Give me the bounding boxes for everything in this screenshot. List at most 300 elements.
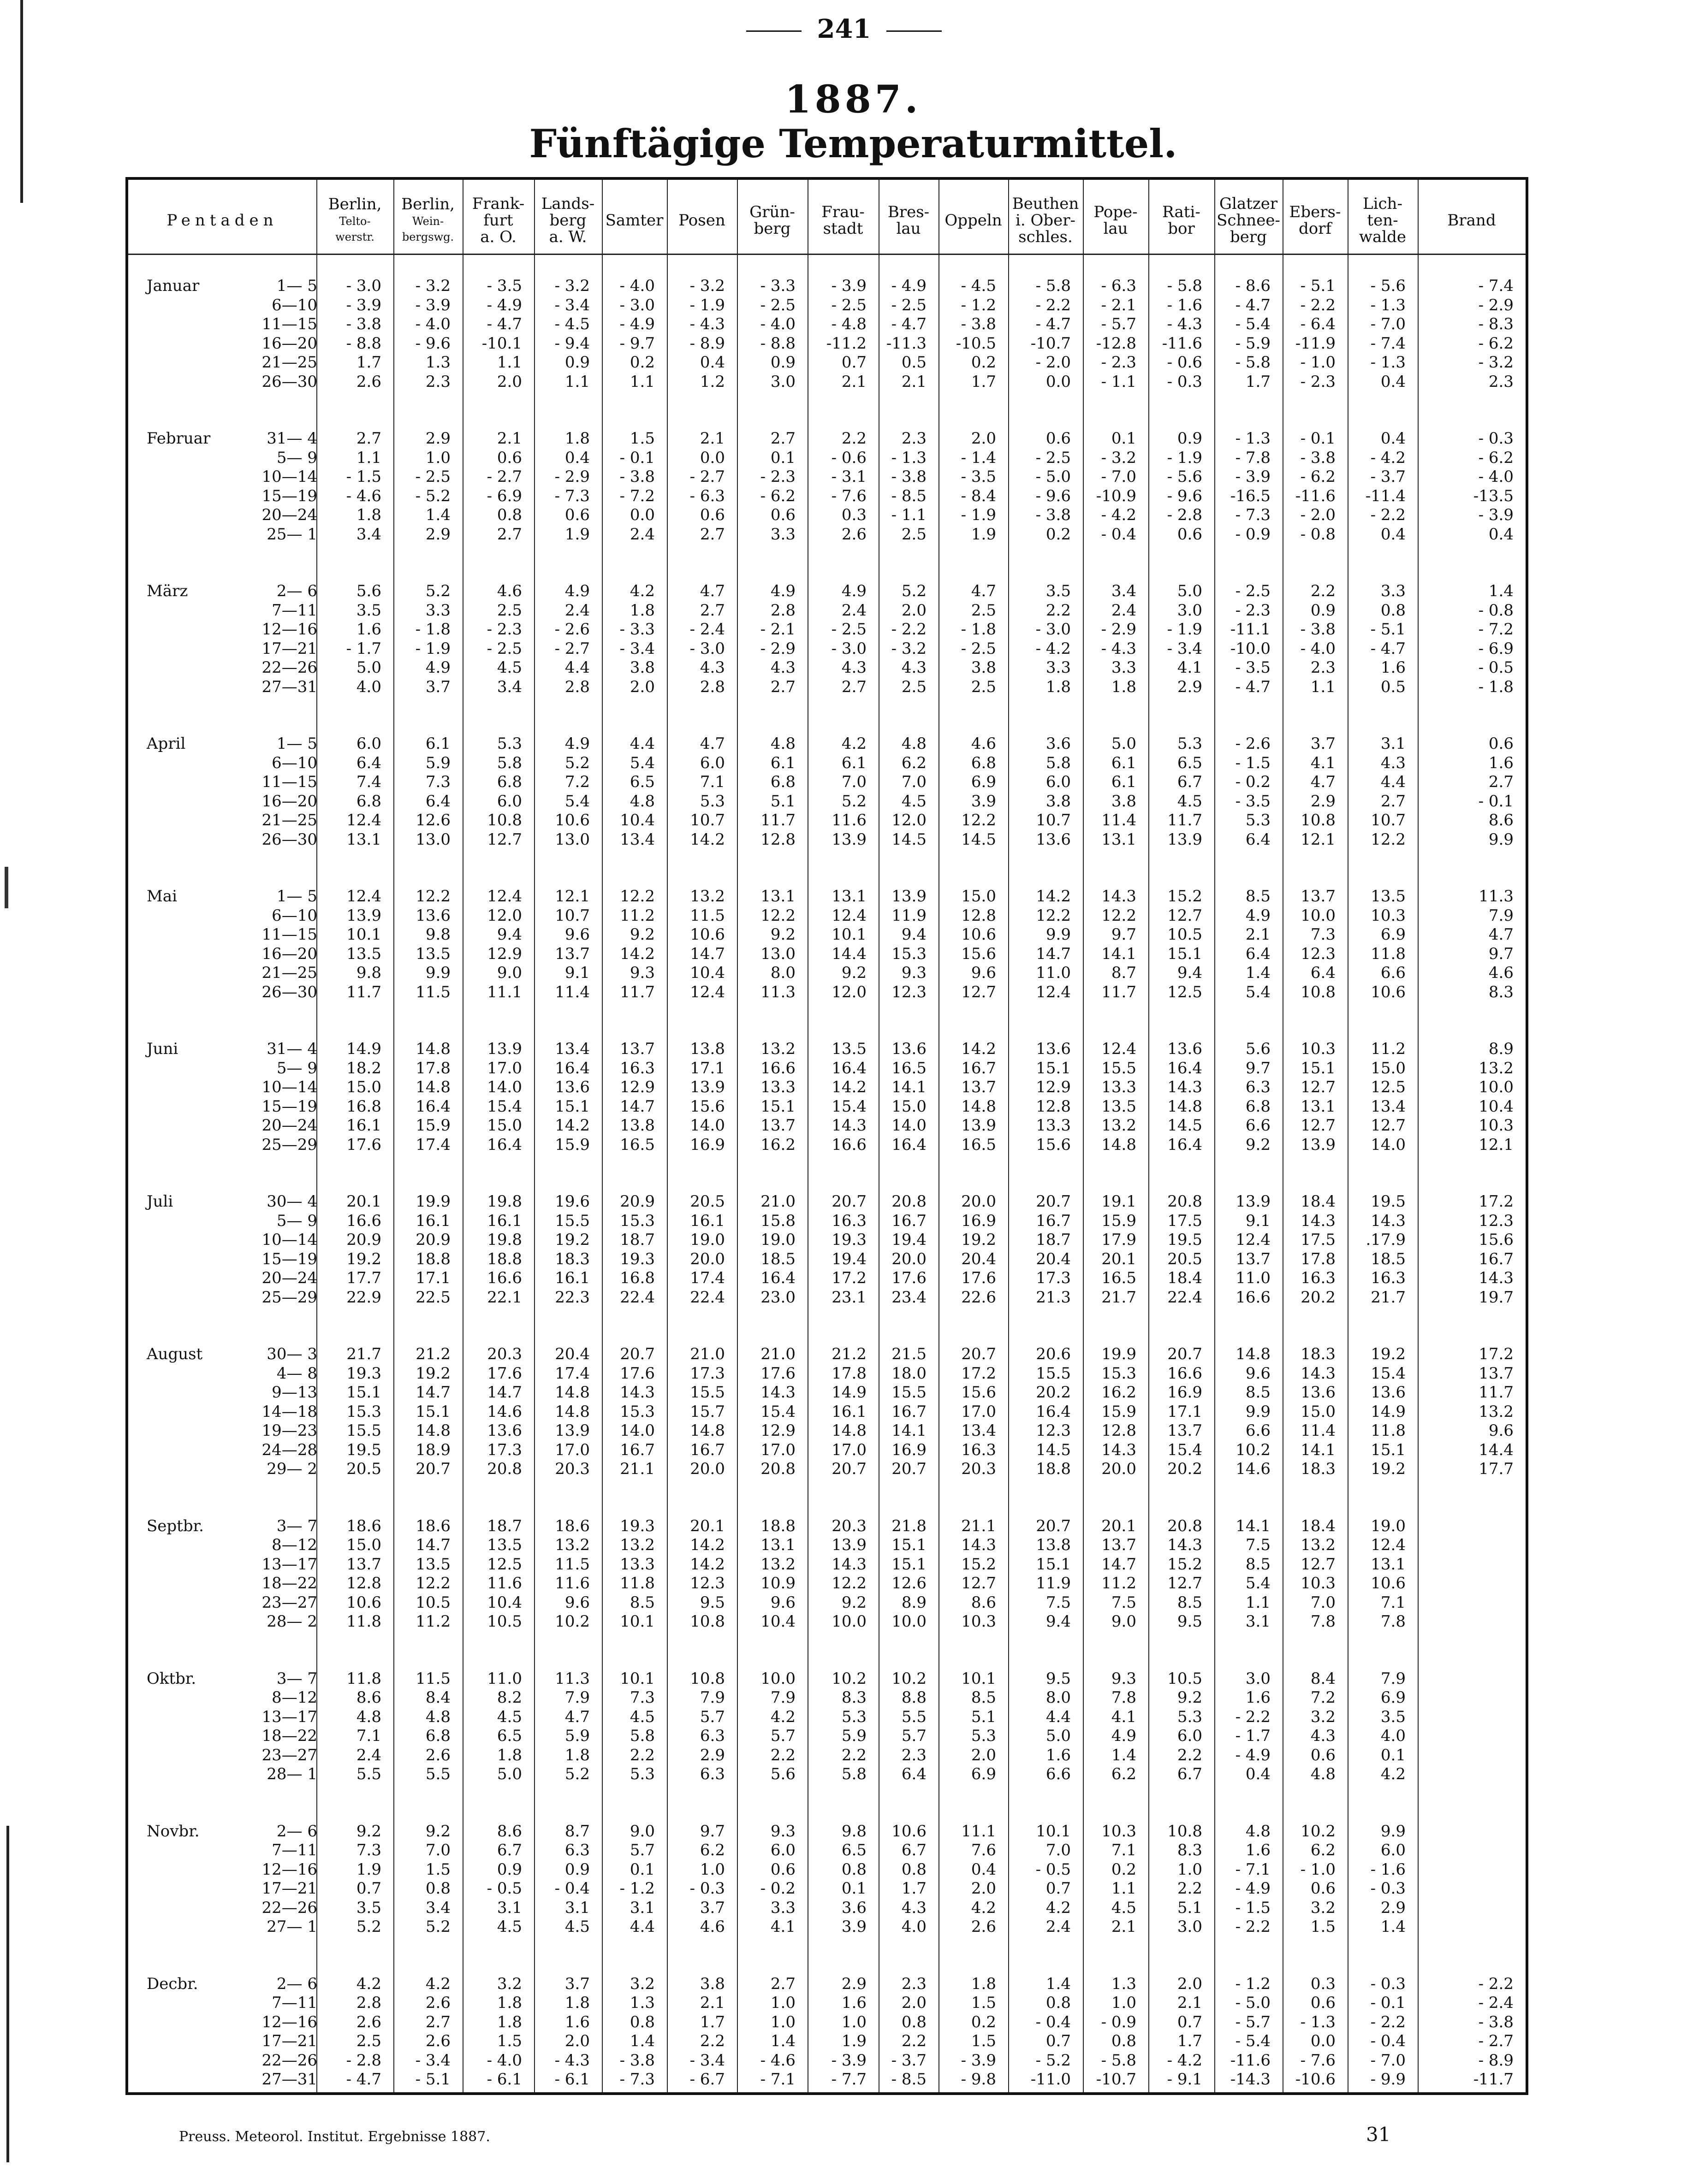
temperature-value: - 7.1 [760, 2070, 796, 2089]
temperature-value: - 1.5 [1235, 1898, 1271, 1917]
temperature-value: 9.3 [901, 964, 927, 982]
temperature-value: 13.6 [555, 1078, 590, 1096]
temperature-value: 11.7 [1101, 983, 1136, 1001]
temperature-value: 4.8 [630, 792, 655, 811]
temperature-value: 7.0 [901, 773, 927, 791]
temperature-value: 3.5 [1380, 1707, 1406, 1726]
temperature-value: 13.6 [1167, 1040, 1202, 1058]
temperature-value: 4.4 [564, 658, 590, 677]
temperature-value: - 4.3 [1167, 315, 1202, 333]
temperature-value: 20.9 [620, 1192, 655, 1211]
temperature-value: 4.5 [564, 1918, 590, 1936]
temperature-value: - 5.7 [1235, 2012, 1271, 2031]
temperature-value: - 3.0 [1035, 620, 1071, 639]
month-label: Septbr. [147, 1516, 204, 1535]
pentade-label: 16—20 [261, 944, 317, 963]
temperature-value: 15.0 [961, 887, 996, 906]
table-row [128, 373, 1526, 391]
temperature-value: 2.3 [425, 372, 451, 391]
temperature-value: 15.1 [1167, 944, 1202, 963]
pentade-label: 22—26 [261, 658, 317, 677]
temperature-value: - 1.1 [1101, 372, 1136, 391]
temperature-value: 12.3 [690, 1574, 725, 1592]
temperature-value: 9.0 [630, 1822, 655, 1841]
temperature-value: 22.5 [416, 1288, 451, 1307]
table-row [128, 1192, 1526, 1211]
temperature-value: 19.1 [1101, 1192, 1136, 1211]
temperature-value: 4.3 [770, 658, 796, 677]
temperature-value: 15.4 [760, 1402, 796, 1421]
table-row [128, 658, 1526, 677]
temperature-value: 22.6 [961, 1288, 996, 1307]
page-number-text: 241 [817, 14, 871, 44]
column-header-ebersdorf: Ebers- dorf [1289, 203, 1341, 238]
temperature-value: 14.9 [1371, 1402, 1406, 1421]
temperature-value: 20.7 [1036, 1516, 1071, 1535]
temperature-value: 18.8 [760, 1516, 796, 1535]
pentade-label: 22—26 [261, 2051, 317, 2070]
temperature-value: 20.8 [1167, 1516, 1202, 1535]
temperature-value: - 2.2 [1370, 506, 1406, 524]
pentade-label: 12—16 [261, 620, 317, 639]
temperature-value: - 0.5 [1035, 1860, 1071, 1879]
temperature-value: 17.5 [1167, 1211, 1202, 1230]
temperature-value: 4.1 [1177, 658, 1202, 677]
temperature-value: 12.9 [760, 1421, 796, 1440]
temperature-value: 13.1 [760, 1536, 796, 1554]
temperature-value: 17.8 [416, 1059, 451, 1077]
table-row [128, 1116, 1526, 1135]
temperature-value: 7.3 [1310, 925, 1336, 944]
temperature-value: 21.0 [760, 1192, 796, 1211]
pentade-label: 28— 2 [267, 1612, 317, 1631]
temperature-value: 12.2 [832, 1574, 867, 1592]
temperature-value: 20.7 [416, 1460, 451, 1478]
temperature-value: 17.7 [1479, 1460, 1514, 1478]
temperature-value: - 2.2 [1300, 296, 1336, 314]
temperature-value: - 3.9 [831, 277, 867, 295]
temperature-value: 8.8 [901, 1688, 927, 1707]
temperature-value: 21.8 [891, 1516, 927, 1535]
pentade-label: 9—13 [272, 1383, 317, 1402]
pentade-label: 18—22 [261, 1574, 317, 1592]
table-row [128, 1421, 1526, 1440]
column-header-samter: Samter [605, 211, 664, 230]
temperature-value: 13.7 [620, 1040, 655, 1058]
table-row [128, 1727, 1526, 1745]
temperature-value: 5.7 [700, 1707, 725, 1726]
temperature-value: - 4.7 [891, 315, 927, 333]
temperature-value: 10.2 [832, 1669, 867, 1688]
temperature-value: 14.2 [690, 830, 725, 849]
temperature-value: 11.6 [487, 1574, 522, 1592]
temperature-value: - 3.4 [554, 296, 590, 314]
temperature-value: 1.6 [1045, 1746, 1071, 1764]
temperature-value: 14.8 [1167, 1097, 1202, 1116]
temperature-value: 12.6 [416, 811, 451, 829]
temperature-value: - 9.7 [619, 334, 655, 353]
temperature-value: 0.9 [564, 353, 590, 372]
temperature-value: 13.2 [1301, 1536, 1336, 1554]
temperature-value: - 3.8 [619, 2051, 655, 2070]
temperature-value: 6.9 [1380, 1688, 1406, 1707]
temperature-value: 9.7 [1111, 925, 1136, 944]
temperature-value: 4.3 [1380, 753, 1406, 772]
temperature-value: - 4.0 [760, 315, 796, 333]
pentade-label: 16—20 [261, 792, 317, 811]
temperature-value: 0.4 [1380, 429, 1406, 448]
table-row [128, 334, 1526, 353]
temperature-value: - 0.3 [1370, 1879, 1406, 1898]
temperature-value: - 8.5 [891, 2070, 927, 2089]
temperature-value: 3.8 [700, 1974, 725, 1993]
temperature-value: 6.9 [1380, 925, 1406, 944]
temperature-value: - 5.4 [1235, 2032, 1271, 2050]
pentade-label: 6—10 [272, 753, 317, 772]
temperature-value: 6.6 [1045, 1765, 1071, 1783]
temperature-value: 12.7 [961, 1574, 996, 1592]
pentade-label: 11—15 [261, 773, 317, 791]
temperature-value: 13.9 [690, 1078, 725, 1096]
temperature-value: 2.4 [1111, 601, 1136, 620]
temperature-value: 11.7 [1479, 1383, 1514, 1402]
temperature-value: 0.8 [1111, 2032, 1136, 2050]
month-label: Mai [147, 887, 177, 906]
temperature-value: 5.5 [425, 1765, 451, 1783]
temperature-value: 1.1 [356, 448, 381, 467]
pentade-label: 30— 4 [267, 1192, 317, 1211]
temperature-value: 5.1 [770, 792, 796, 811]
temperature-value: 0.0 [1045, 372, 1071, 391]
temperature-value: 5.0 [356, 658, 381, 677]
temperature-value: 1.4 [1488, 582, 1514, 600]
temperature-value: 1.8 [971, 1974, 996, 1993]
temperature-value: 15.2 [1167, 1555, 1202, 1574]
temperature-value: 14.5 [1036, 1440, 1071, 1459]
temperature-value: 11.7 [346, 983, 381, 1001]
temperature-value: 14.3 [1479, 1269, 1514, 1287]
temperature-value: 3.5 [356, 601, 381, 620]
temperature-value: 14.4 [832, 944, 867, 963]
temperature-value: 2.3 [1310, 658, 1336, 677]
temperature-value: 11.3 [555, 1669, 590, 1688]
temperature-value: - 0.3 [1167, 372, 1202, 391]
temperature-value: 14.8 [1101, 1135, 1136, 1154]
temperature-value: 10.4 [620, 811, 655, 829]
pentade-label: 24—28 [261, 1440, 317, 1459]
temperature-value: 4.2 [356, 1974, 381, 1993]
temperature-value: 12.2 [1101, 906, 1136, 925]
temperature-value: 3.0 [1177, 1918, 1202, 1936]
temperature-value: 2.4 [564, 601, 590, 620]
pentade-label: 3— 7 [276, 1669, 317, 1688]
temperature-value: 13.9 [487, 1040, 522, 1058]
temperature-value: - 9.9 [1370, 2070, 1406, 2089]
column-header-berlin_w: Berlin, Wein- bergswg. [401, 195, 455, 243]
temperature-value: 20.2 [1036, 1383, 1071, 1402]
temperature-value: 1.8 [564, 429, 590, 448]
temperature-value: 20.4 [1036, 1249, 1071, 1268]
temperature-value: 10.5 [416, 1593, 451, 1612]
temperature-value: 10.2 [891, 1669, 927, 1688]
temperature-value: - 1.9 [1167, 448, 1202, 467]
temperature-value: 13.7 [1236, 1249, 1271, 1268]
temperature-value: 15.7 [690, 1402, 725, 1421]
temperature-value: 15.6 [690, 1097, 725, 1116]
temperature-value: 7.9 [700, 1688, 725, 1707]
temperature-value: 13.6 [1036, 830, 1071, 849]
temperature-value: - 7.1 [1235, 1860, 1271, 1879]
temperature-value: - 3.2 [1478, 353, 1514, 372]
pentade-label: 19—23 [261, 1421, 317, 1440]
temperature-value: 13.3 [1101, 1078, 1136, 1096]
pentade-label: 31— 4 [267, 1040, 317, 1058]
temperature-value: 2.0 [971, 429, 996, 448]
temperature-value: 15.4 [832, 1097, 867, 1116]
temperature-value: - 4.0 [619, 277, 655, 295]
temperature-value: 12.2 [416, 1574, 451, 1592]
temperature-value: 5.4 [564, 792, 590, 811]
temperature-value: 10.3 [1301, 1574, 1336, 1592]
pentade-label: 27—31 [261, 677, 317, 696]
temperature-value: 14.7 [416, 1536, 451, 1554]
temperature-value: 8.3 [1177, 1841, 1202, 1859]
table-row [128, 1517, 1526, 1535]
table-row [128, 296, 1526, 314]
temperature-value: 19.3 [620, 1516, 655, 1535]
temperature-value: 5.2 [356, 1918, 381, 1936]
temperature-value: - 3.2 [689, 277, 725, 295]
temperature-value: -11.9 [1295, 334, 1336, 353]
temperature-value: 14.8 [555, 1402, 590, 1421]
pentade-label: 13—17 [261, 1707, 317, 1726]
temperature-value: - 0.3 [1370, 1974, 1406, 1993]
temperature-value: 6.0 [497, 792, 522, 811]
temperature-value: 13.4 [1371, 1097, 1406, 1116]
temperature-value: 6.7 [1177, 1765, 1202, 1783]
column-header-brand: Brand [1447, 211, 1496, 230]
temperature-value: 13.9 [346, 906, 381, 925]
temperature-value: 18.3 [1301, 1460, 1336, 1478]
temperature-value: 6.4 [1310, 964, 1336, 982]
column-header-breslau: Bres- lau [887, 203, 930, 238]
temperature-value: 22.4 [1167, 1288, 1202, 1307]
temperature-value: 9.9 [1380, 1822, 1406, 1841]
temperature-value: 9.2 [770, 925, 796, 944]
temperature-value: 15.9 [1101, 1402, 1136, 1421]
temperature-value: 9.4 [497, 925, 522, 944]
temperature-value: 2.4 [841, 601, 867, 620]
temperature-value: 0.6 [497, 448, 522, 467]
temperature-value: -11.4 [1365, 486, 1406, 505]
temperature-value: 13.2 [690, 887, 725, 906]
table-row [128, 983, 1526, 1001]
temperature-value: 11.7 [1167, 811, 1202, 829]
temperature-value: 10.5 [1167, 925, 1202, 944]
temperature-value: 14.7 [690, 944, 725, 963]
temperature-value: 9.6 [564, 1593, 590, 1612]
table-row [128, 639, 1526, 658]
temperature-value: 1.4 [630, 2032, 655, 2050]
temperature-value: 16.4 [1167, 1059, 1202, 1077]
temperature-value: - 8.4 [961, 486, 996, 505]
temperature-value: - 3.3 [760, 277, 796, 295]
pentade-label: 8—12 [272, 1688, 317, 1707]
temperature-value: 3.3 [770, 1898, 796, 1917]
temperature-value: 11.5 [416, 983, 451, 1001]
temperature-value: 15.1 [555, 1097, 590, 1116]
temperature-value: 16.5 [620, 1135, 655, 1154]
temperature-value: 4.5 [497, 658, 522, 677]
temperature-value: 0.2 [971, 353, 996, 372]
temperature-value: - 1.9 [961, 506, 996, 524]
temperature-value: 9.3 [770, 1822, 796, 1841]
temperature-value: 20.9 [346, 1231, 381, 1249]
temperature-value: 9.2 [1177, 1688, 1202, 1707]
temperature-value: 15.1 [416, 1402, 451, 1421]
temperature-value: 16.6 [832, 1135, 867, 1154]
temperature-value: 0.3 [1310, 1974, 1336, 1993]
temperature-value: 7.5 [1045, 1593, 1071, 1612]
temperature-value: 16.3 [1371, 1269, 1406, 1287]
temperature-value: 4.4 [630, 1918, 655, 1936]
temperature-value: 20.0 [961, 1192, 996, 1211]
temperature-value: 12.4 [1101, 1040, 1136, 1058]
temperature-value: 17.0 [832, 1440, 867, 1459]
temperature-value: 12.4 [832, 906, 867, 925]
temperature-value: 5.4 [1245, 983, 1271, 1001]
temperature-value: - 2.5 [1235, 582, 1271, 600]
pentade-label: 7—11 [272, 1994, 317, 2012]
temperature-value: - 1.2 [1235, 1974, 1271, 1993]
temperature-value: - 4.9 [1235, 1879, 1271, 1898]
temperature-value: 0.8 [901, 1860, 927, 1879]
temperature-value: 3.4 [425, 1898, 451, 1917]
temperature-value: 2.9 [425, 525, 451, 544]
temperature-value: 0.9 [770, 353, 796, 372]
temperature-value: - 0.9 [1101, 2012, 1136, 2031]
scan-edge-mark [20, 0, 23, 203]
temperature-value: 15.9 [1101, 1211, 1136, 1230]
temperature-value: 1.7 [1245, 372, 1271, 391]
temperature-value: - 2.9 [760, 639, 796, 658]
pentade-label: 12—16 [261, 1860, 317, 1879]
temperature-value: 15.6 [1479, 1231, 1514, 1249]
temperature-value: 6.2 [1310, 1841, 1336, 1859]
temperature-value: 7.9 [564, 1688, 590, 1707]
pentade-label: 8—12 [272, 1536, 317, 1554]
temperature-value: 3.7 [425, 677, 451, 696]
temperature-value: 0.8 [1380, 601, 1406, 620]
temperature-value: 8.5 [1245, 887, 1271, 906]
temperature-value: 0.6 [1310, 1994, 1336, 2012]
temperature-value: 2.0 [564, 2032, 590, 2050]
temperature-value: 10.6 [555, 811, 590, 829]
temperature-value: - 1.2 [619, 1879, 655, 1898]
table-row [128, 1765, 1526, 1783]
temperature-value: 21.3 [1036, 1288, 1071, 1307]
temperature-value: - 4.2 [1101, 506, 1136, 524]
temperature-value: 7.0 [841, 773, 867, 791]
temperature-value: 3.0 [770, 372, 796, 391]
temperature-value: 12.4 [487, 887, 522, 906]
temperature-value: - 6.3 [1101, 277, 1136, 295]
table-row [128, 468, 1526, 486]
table-row [128, 830, 1526, 849]
temperature-value: 1.4 [770, 2032, 796, 2050]
temperature-value: 14.3 [760, 1383, 796, 1402]
temperature-value: 14.9 [346, 1040, 381, 1058]
temperature-value: 17.3 [487, 1440, 522, 1459]
temperature-value: 6.1 [841, 753, 867, 772]
temperature-value: 0.2 [1045, 525, 1071, 544]
pentade-label: 25—29 [261, 1288, 317, 1307]
pentade-label: 12—16 [261, 2012, 317, 2031]
temperature-value: 19.2 [416, 1364, 451, 1383]
temperature-value: 19.3 [620, 1249, 655, 1268]
temperature-value: 6.4 [1245, 830, 1271, 849]
table-row [128, 1441, 1526, 1459]
temperature-value: 17.2 [1479, 1192, 1514, 1211]
temperature-value: - 2.8 [346, 2051, 381, 2070]
temperature-value: - 3.0 [346, 277, 381, 295]
temperature-value: 18.7 [487, 1516, 522, 1535]
table-row [128, 525, 1526, 544]
temperature-value: 2.2 [630, 1746, 655, 1764]
temperature-value: 2.7 [356, 429, 381, 448]
temperature-value: - 0.4 [554, 1879, 590, 1898]
temperature-value: 14.5 [891, 830, 927, 849]
temperature-value: 19.2 [346, 1249, 381, 1268]
temperature-value: - 2.4 [689, 620, 725, 639]
temperature-value: 0.6 [1177, 525, 1202, 544]
temperature-value: 17.7 [346, 1269, 381, 1287]
temperature-value: 3.1 [564, 1898, 590, 1917]
column-header-posen: Posen [678, 211, 725, 230]
temperature-value: 13.8 [620, 1116, 655, 1135]
temperature-value: 20.2 [1301, 1288, 1336, 1307]
pentade-label: 26—30 [261, 983, 317, 1001]
temperature-value: 1.0 [770, 1994, 796, 2012]
temperature-value: 0.0 [1310, 2032, 1336, 2050]
temperature-value: 6.3 [1245, 1078, 1271, 1096]
temperature-value: - 2.2 [1235, 1707, 1271, 1726]
temperature-value: - 1.0 [1300, 1860, 1336, 1879]
temperature-value: 7.3 [425, 773, 451, 791]
temperature-value: 18.6 [346, 1516, 381, 1535]
temperature-value: 15.1 [1036, 1555, 1071, 1574]
pentade-label: 15—19 [261, 1097, 317, 1116]
temperature-value: - 6.3 [689, 486, 725, 505]
temperature-value: 1.6 [564, 2012, 590, 2031]
temperature-value: 6.9 [971, 1765, 996, 1783]
temperature-value: - 1.3 [1370, 296, 1406, 314]
pentade-label: 28— 1 [267, 1765, 317, 1783]
temperature-value: 0.6 [770, 1860, 796, 1879]
temperature-value: 11.2 [416, 1612, 451, 1631]
temperature-value: 2.8 [564, 677, 590, 696]
temperature-value: 12.0 [487, 906, 522, 925]
temperature-value: 14.2 [961, 1040, 996, 1058]
temperature-value: 1.5 [971, 2032, 996, 2050]
temperature-value: 12.4 [346, 811, 381, 829]
temperature-value: 0.8 [497, 506, 522, 524]
temperature-value: 16.4 [832, 1059, 867, 1077]
temperature-value: - 2.7 [689, 468, 725, 486]
temperature-value: 22.4 [620, 1288, 655, 1307]
temperature-value: 2.2 [1310, 582, 1336, 600]
temperature-value: 20.7 [961, 1345, 996, 1363]
